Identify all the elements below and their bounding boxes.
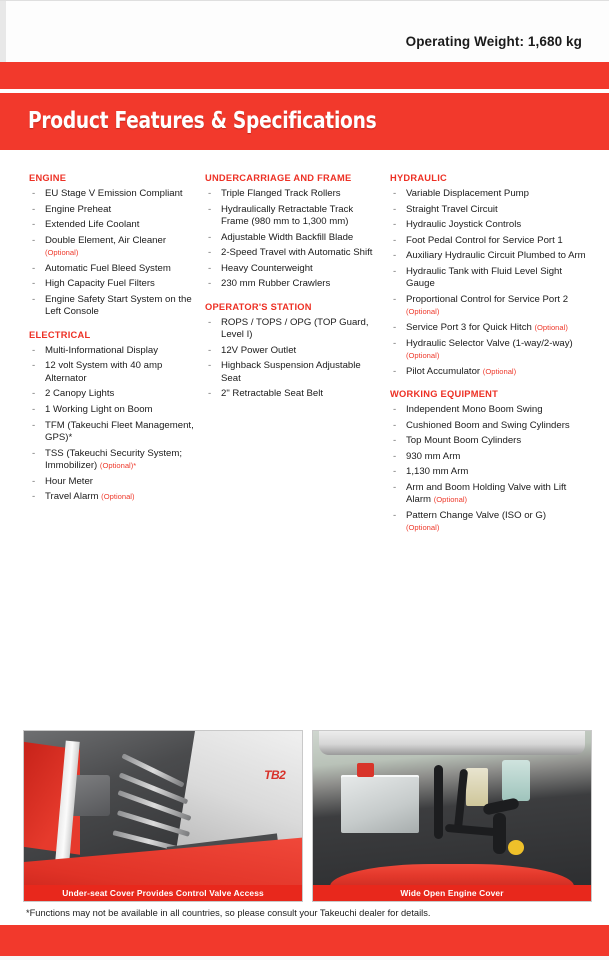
photo-card-engine-cover [312, 730, 592, 902]
bullet-dash-icon: - [32, 403, 36, 415]
spec-item-label: 12 volt System with 40 amp Alternator [45, 360, 163, 384]
bullet-dash-icon: - [393, 293, 397, 305]
optional-badge: (Optional) [406, 307, 440, 317]
spec-section [29, 172, 197, 319]
spec-list-item [205, 278, 383, 290]
spec-item-label: Multi-Informational Display [45, 344, 159, 356]
spec-list [205, 188, 383, 291]
spec-item-label: Foot Pedal Control for Service Port 1 [406, 234, 563, 246]
spec-list-item [390, 188, 587, 200]
spec-list-item [29, 294, 197, 319]
spec-list-item [390, 219, 587, 231]
bullet-dash-icon: - [393, 466, 397, 478]
bullet-dash-icon: - [208, 278, 212, 290]
spec-list-item [29, 188, 197, 200]
spec-list-item [29, 420, 197, 445]
spec-list-item [390, 235, 587, 247]
spec-item-label: Hydraulic Tank with Fluid Level Sight Gauge [406, 265, 563, 290]
optional-badge: (Optional) [101, 492, 135, 502]
optional-badge: (Optional)* [99, 460, 137, 470]
bullet-dash-icon: - [32, 188, 36, 199]
spec-column-3 [390, 172, 587, 545]
photo-image-engine-cover [313, 731, 591, 901]
bullet-dash-icon: - [393, 234, 397, 246]
spec-item-label: 2-Speed Travel with Automatic Shift [221, 247, 373, 259]
spec-list-item [29, 235, 197, 260]
bullet-dash-icon: - [32, 344, 36, 356]
bullet-dash-icon: - [393, 403, 397, 415]
spec-item-label: Cushioned Boom and Swing Cylinders [406, 419, 570, 431]
spec-column-2 [205, 172, 383, 411]
spec-column-1 [29, 172, 197, 514]
spec-list [390, 404, 587, 535]
spec-list-item [390, 510, 587, 535]
bullet-dash-icon: - [208, 344, 212, 356]
spec-item-label: Top Mount Boom Cylinders [406, 435, 522, 447]
bottom-bar-edge [0, 956, 609, 960]
spec-list-item [29, 278, 197, 290]
bullet-dash-icon: - [32, 293, 36, 305]
operating-weight-text: Operating Weight: 1,680 kg [405, 34, 582, 49]
spec-item-label: 930 mm Arm [406, 450, 461, 462]
spec-item-label: Proportional Control for Service Port 2 [406, 293, 569, 305]
spec-section [205, 301, 383, 401]
bullet-dash-icon: - [393, 250, 397, 262]
optional-badge: (Optional) [406, 523, 440, 533]
bullet-dash-icon: - [393, 435, 397, 447]
spec-section [390, 172, 587, 378]
upper-red-rule [0, 62, 609, 89]
spec-list-item [390, 204, 587, 216]
spec-section-heading: WORKING EQUIPMENT [390, 388, 499, 399]
spec-item-label: Double Element, Air Cleaner [45, 234, 167, 246]
spec-list-item [205, 360, 383, 385]
optional-badge: (Optional) [534, 322, 568, 332]
spec-list [205, 317, 383, 401]
spec-list-item [205, 263, 383, 275]
spec-list-item [390, 404, 587, 416]
spec-list-item [205, 247, 383, 259]
spec-section [29, 329, 197, 504]
spec-item-label: Hour Meter [45, 475, 93, 487]
spec-list [29, 188, 197, 319]
bullet-dash-icon: - [208, 262, 212, 274]
spec-section-heading: UNDERCARRIAGE AND FRAME [205, 173, 352, 183]
optional-badge: (Optional) [433, 495, 468, 505]
spec-list-item [29, 476, 197, 488]
bullet-dash-icon: - [32, 419, 36, 431]
photo-caption-engine-cover: Wide Open Engine Cover [313, 885, 591, 901]
spec-list-item [29, 448, 197, 473]
spec-list-item [205, 232, 383, 244]
bullet-dash-icon: - [32, 219, 36, 231]
spec-section-heading: OPERATOR'S STATION [205, 301, 312, 312]
photo-image-under-seat-cover [24, 731, 302, 901]
spec-list-item [390, 250, 587, 262]
section-title-banner [0, 93, 609, 150]
bullet-dash-icon: - [32, 491, 36, 503]
spec-list-item [29, 491, 197, 503]
bullet-dash-icon: - [208, 360, 212, 372]
spec-item-label: Variable Displacement Pump [406, 188, 529, 199]
spec-list-item [29, 204, 197, 216]
bullet-dash-icon: - [208, 188, 212, 199]
spec-item-label: Heavy Counterweight [221, 262, 313, 274]
bullet-dash-icon: - [208, 203, 212, 215]
page-top-strip [0, 0, 609, 63]
bottom-red-bar [0, 925, 609, 956]
bullet-dash-icon: - [208, 247, 212, 259]
spec-section-heading: ELECTRICAL [29, 329, 91, 340]
spec-list-item [205, 204, 383, 229]
bullet-dash-icon: - [393, 337, 397, 349]
spec-list [390, 188, 587, 378]
footnote-text: *Functions may not be available in all countries, so please consult your Takeuchi dealer for details. [26, 908, 431, 918]
optional-badge: (Optional) [406, 350, 440, 360]
bullet-dash-icon: - [393, 365, 397, 377]
bullet-dash-icon: - [393, 203, 397, 215]
machine-decal-label: TB2 [264, 768, 286, 783]
spec-item-label: Pilot Accumulator [406, 365, 481, 377]
spec-item-label: Straight Travel Circuit [406, 203, 498, 215]
spec-item-label: Hydraulic Joystick Controls [406, 219, 522, 231]
bullet-dash-icon: - [208, 316, 212, 328]
bullet-dash-icon: - [32, 234, 36, 246]
spec-list-item [29, 263, 197, 275]
spec-item-label: 2" Retractable Seat Belt [221, 388, 324, 400]
bullet-dash-icon: - [393, 419, 397, 431]
photo-gallery [0, 730, 609, 905]
spec-item-label: Hydraulic Selector Valve (1-way/2-way) [406, 337, 573, 349]
spec-list-item [205, 345, 383, 357]
spec-item-label: Independent Mono Boom Swing [406, 403, 543, 415]
spec-item-label: 1,130 mm Arm [406, 466, 469, 478]
bullet-dash-icon: - [393, 265, 397, 277]
spec-item-label: Triple Flanged Track Rollers [221, 188, 341, 199]
bullet-dash-icon: - [393, 481, 397, 493]
spec-list-item [29, 404, 197, 416]
spec-item-label: 2 Canopy Lights [45, 388, 115, 400]
spec-item-label: Hydraulically Retractable Track Frame (980 mm to 1,300 mm) [221, 203, 354, 227]
spec-item-label: Adjustable Width Backfill Blade [221, 231, 354, 243]
page-title: Product Features & Specifications [28, 108, 377, 134]
photo-caption-under-seat-cover: Under-seat Cover Provides Control Valve Access [24, 885, 302, 901]
spec-item-label: Automatic Fuel Bleed System [45, 262, 171, 274]
spec-list-item [390, 420, 587, 432]
spec-list-item [390, 435, 587, 447]
spec-item-label: 12V Power Outlet [221, 344, 297, 356]
bullet-dash-icon: - [32, 262, 36, 274]
spec-item-label: ROPS / TOPS / OPG (TOP Guard, Level I) [221, 316, 369, 341]
spec-list-item [29, 219, 197, 231]
spec-list-item [29, 388, 197, 400]
spec-item-label: 1 Working Light on Boom [45, 403, 153, 415]
bullet-dash-icon: - [393, 219, 397, 231]
spec-list-item [205, 188, 383, 200]
spec-list-item [205, 317, 383, 342]
spec-item-label: Highback Suspension Adjustable Seat [221, 360, 361, 384]
spec-list-item [205, 388, 383, 400]
spec-list-item [390, 466, 587, 478]
bullet-dash-icon: - [32, 203, 36, 215]
spec-section-heading: ENGINE [29, 173, 67, 183]
spec-item-label: Travel Alarm [45, 491, 99, 503]
bullet-dash-icon: - [393, 450, 397, 462]
optional-badge: (Optional) [482, 366, 517, 376]
spec-item-label: Auxiliary Hydraulic Circuit Plumbed to Arm [406, 250, 586, 262]
spec-list-item [390, 294, 587, 319]
spec-list-item [390, 338, 587, 363]
bullet-dash-icon: - [208, 388, 212, 400]
spec-list-item [29, 360, 197, 385]
bullet-dash-icon: - [32, 447, 36, 459]
spec-list-item [390, 482, 587, 507]
photo-card-under-seat-cover [23, 730, 303, 902]
bullet-dash-icon: - [32, 360, 36, 372]
spec-list-item [390, 322, 587, 334]
spec-item-label: Engine Preheat [45, 203, 112, 215]
bullet-dash-icon: - [32, 388, 36, 400]
spec-item-label: Service Port 3 for Quick Hitch [406, 321, 532, 333]
bullet-dash-icon: - [32, 278, 36, 290]
spec-list-item [29, 345, 197, 357]
bullet-dash-icon: - [393, 509, 397, 521]
spec-list-item [390, 366, 587, 378]
spec-item-label: Arm and Boom Holding Valve with Lift Alarm [406, 481, 567, 506]
spec-section [205, 172, 383, 291]
spec-item-label: Pattern Change Valve (ISO or G) [406, 509, 547, 521]
spec-item-label: EU Stage V Emission Compliant [45, 188, 183, 199]
spec-item-label: 230 mm Rubber Crawlers [221, 278, 331, 290]
spec-list-item [390, 451, 587, 463]
spec-section [390, 388, 587, 535]
bullet-dash-icon: - [208, 231, 212, 243]
spec-section-heading: HYDRAULIC [390, 173, 447, 183]
spec-list [29, 345, 197, 504]
spec-item-label: Extended Life Coolant [45, 219, 140, 231]
spec-item-label: TFM (Takeuchi Fleet Management, GPS)* [45, 419, 194, 443]
bullet-dash-icon: - [32, 475, 36, 487]
optional-badge: (Optional) [45, 248, 79, 258]
spec-item-label: High Capacity Fuel Filters [45, 278, 155, 290]
spec-item-label: TSS (Takeuchi Security System; Immobilizer) [45, 447, 183, 471]
bullet-dash-icon: - [393, 188, 397, 199]
spec-item-label: Engine Safety Start System on the Left Console [45, 293, 192, 318]
spec-list-item [390, 266, 587, 291]
bullet-dash-icon: - [393, 321, 397, 333]
